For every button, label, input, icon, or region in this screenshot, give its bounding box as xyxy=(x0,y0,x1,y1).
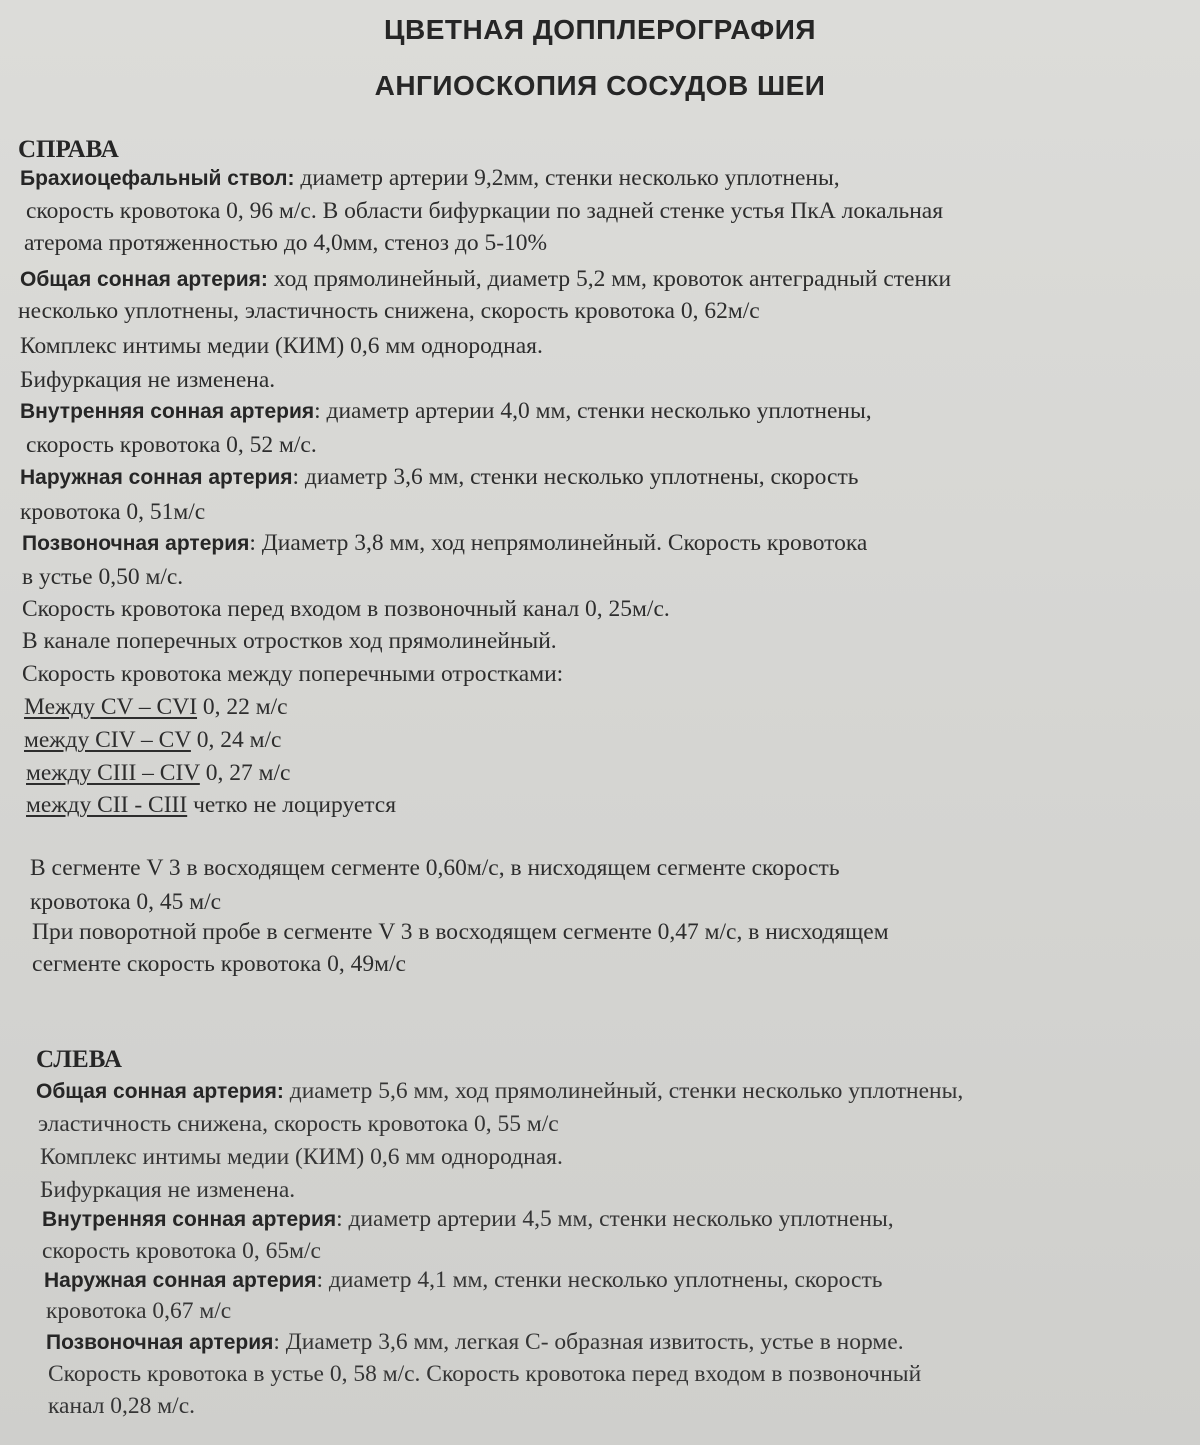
left-common-bifurcation: Бифуркация не изменена. xyxy=(40,1177,296,1203)
right-vertebral-line3: Скорость кровотока перед входом в позвоночный канал 0, 25м/с. xyxy=(22,596,670,622)
right-common-bifurcation: Бифуркация не изменена. xyxy=(20,367,276,393)
right-v3-line2: кровотока 0, 45 м/с xyxy=(30,889,222,915)
right-external-text1: : диаметр 3,6 мм, стенки несколько уплотнены, скорость xyxy=(292,464,859,490)
segment-label: между CIII – CIV xyxy=(26,760,200,786)
segment-label: Между CV – CVI xyxy=(24,694,198,720)
right-vertebral-text1: : Диаметр 3,8 мм, ход непрямолинейный. Скорость кровотока xyxy=(249,530,868,556)
left-internal-line2: скорость кровотока 0, 65м/с xyxy=(42,1238,321,1264)
left-external-label: Наружная сонная артерия xyxy=(44,1269,317,1292)
left-internal-line1 xyxy=(42,1206,894,1233)
segment-row xyxy=(24,694,288,721)
segment-label: между CIV – CV xyxy=(24,727,191,753)
right-brachio-text1: диаметр артерии 9,2мм, стенки несколько уплотнены, xyxy=(294,165,840,191)
segment-value: четко не лоцируется xyxy=(187,792,397,818)
segment-value: 0, 22 м/с xyxy=(197,694,288,720)
left-vertebral-text1: : Диаметр 3,6 мм, легкая С- образная извитость, устье в норме. xyxy=(273,1329,904,1355)
right-brachio-label: Брахиоцефальный ствол: xyxy=(20,167,295,190)
left-internal-text1: : диаметр артерии 4,5 мм, стенки несколько уплотнены, xyxy=(336,1206,894,1232)
right-internal-label: Внутренняя сонная артерия xyxy=(20,400,315,423)
left-vertebral-label: Позвоночная артерия xyxy=(46,1331,274,1354)
right-vertebral-line5: Скорость кровотока между поперечными отростками: xyxy=(22,661,564,687)
document-title-line1: ЦВЕТНАЯ ДОППЛЕРОГРАФИЯ xyxy=(384,14,816,45)
right-internal-text1: : диаметр артерии 4,0 мм, стенки несколько уплотнены, xyxy=(314,398,872,424)
segment-row xyxy=(26,760,290,787)
left-common-line1 xyxy=(36,1078,963,1105)
right-v3-line4: сегменте скорость кровотока 0, 49м/с xyxy=(32,951,406,977)
segment-row xyxy=(26,792,396,819)
right-common-kim: Комплекс интимы медии (КИМ) 0,6 мм однородная. xyxy=(20,333,543,359)
right-internal-line2: скорость кровотока 0, 52 м/с. xyxy=(26,432,317,458)
document-title-line2: АНГИОСКОПИЯ СОСУДОВ ШЕИ xyxy=(374,70,826,101)
left-common-line2: эластичность снижена, скорость кровотока 0, 55 м/с xyxy=(38,1111,559,1137)
right-external-line1 xyxy=(20,464,858,491)
left-external-line2: кровотока 0,67 м/с xyxy=(46,1298,232,1324)
left-common-label: Общая сонная артерия: xyxy=(36,1080,284,1103)
left-vertebral-line2: Скорость кровотока в устье 0, 58 м/с. Скорость кровотока перед входом в позвоночный xyxy=(48,1361,922,1387)
right-common-text1: ход прямолинейный, диаметр 5,2 мм, кровоток антеградный стенки xyxy=(267,266,952,292)
right-vertebral-line4: В канале поперечных отростков ход прямолинейный. xyxy=(22,628,557,654)
right-common-label: Общая сонная артерия: xyxy=(20,268,268,291)
left-vertebral-line1 xyxy=(46,1329,904,1356)
segment-row xyxy=(24,727,281,754)
segment-label: между CII - CIII xyxy=(26,792,188,818)
right-v3-line3: При поворотной пробе в сегменте V 3 в восходящем сегменте 0,47 м/с, в нисходящем xyxy=(32,919,889,945)
section-heading-right: СПРАВА xyxy=(18,136,119,163)
right-common-line2: несколько уплотнены, эластичность снижена, скорость кровотока 0, 62м/с xyxy=(18,298,760,324)
right-brachio-line3: атерома протяженностью до 4,0мм, стеноз до 5-10% xyxy=(24,230,548,256)
right-vertebral-line2: в устье 0,50 м/с. xyxy=(22,564,184,590)
left-external-line1 xyxy=(44,1267,882,1294)
right-internal-line1 xyxy=(20,398,872,425)
right-vertebral-line1 xyxy=(22,530,867,557)
left-common-text1: диаметр 5,6 мм, ход прямолинейный, стенки несколько уплотнены, xyxy=(283,1078,964,1104)
right-brachio-line2: скорость кровотока 0, 96 м/с. В области бифуркации по задней стенке устья ПкА локальная xyxy=(26,198,944,224)
left-external-text1: : диаметр 4,1 мм, стенки несколько уплотнены, скорость xyxy=(316,1267,883,1293)
right-external-line2: кровотока 0, 51м/с xyxy=(20,499,206,525)
section-heading-left: СЛЕВА xyxy=(36,1046,122,1073)
segment-value: 0, 24 м/с xyxy=(190,727,282,753)
right-v3-line1: В сегменте V 3 в восходящем сегменте 0,60м/с, в нисходящем сегменте скорость xyxy=(30,855,840,881)
left-common-kim: Комплекс интимы медии (КИМ) 0,6 мм однородная. xyxy=(40,1144,563,1170)
right-vertebral-label: Позвоночная артерия xyxy=(22,532,250,555)
left-internal-label: Внутренняя сонная артерия xyxy=(42,1208,337,1231)
left-vertebral-line3: канал 0,28 м/с. xyxy=(48,1393,196,1419)
right-brachio-line1 xyxy=(20,165,840,192)
right-common-line1 xyxy=(20,266,951,293)
right-external-label: Наружная сонная артерия xyxy=(20,466,293,489)
segment-value: 0, 27 м/с xyxy=(199,760,291,786)
